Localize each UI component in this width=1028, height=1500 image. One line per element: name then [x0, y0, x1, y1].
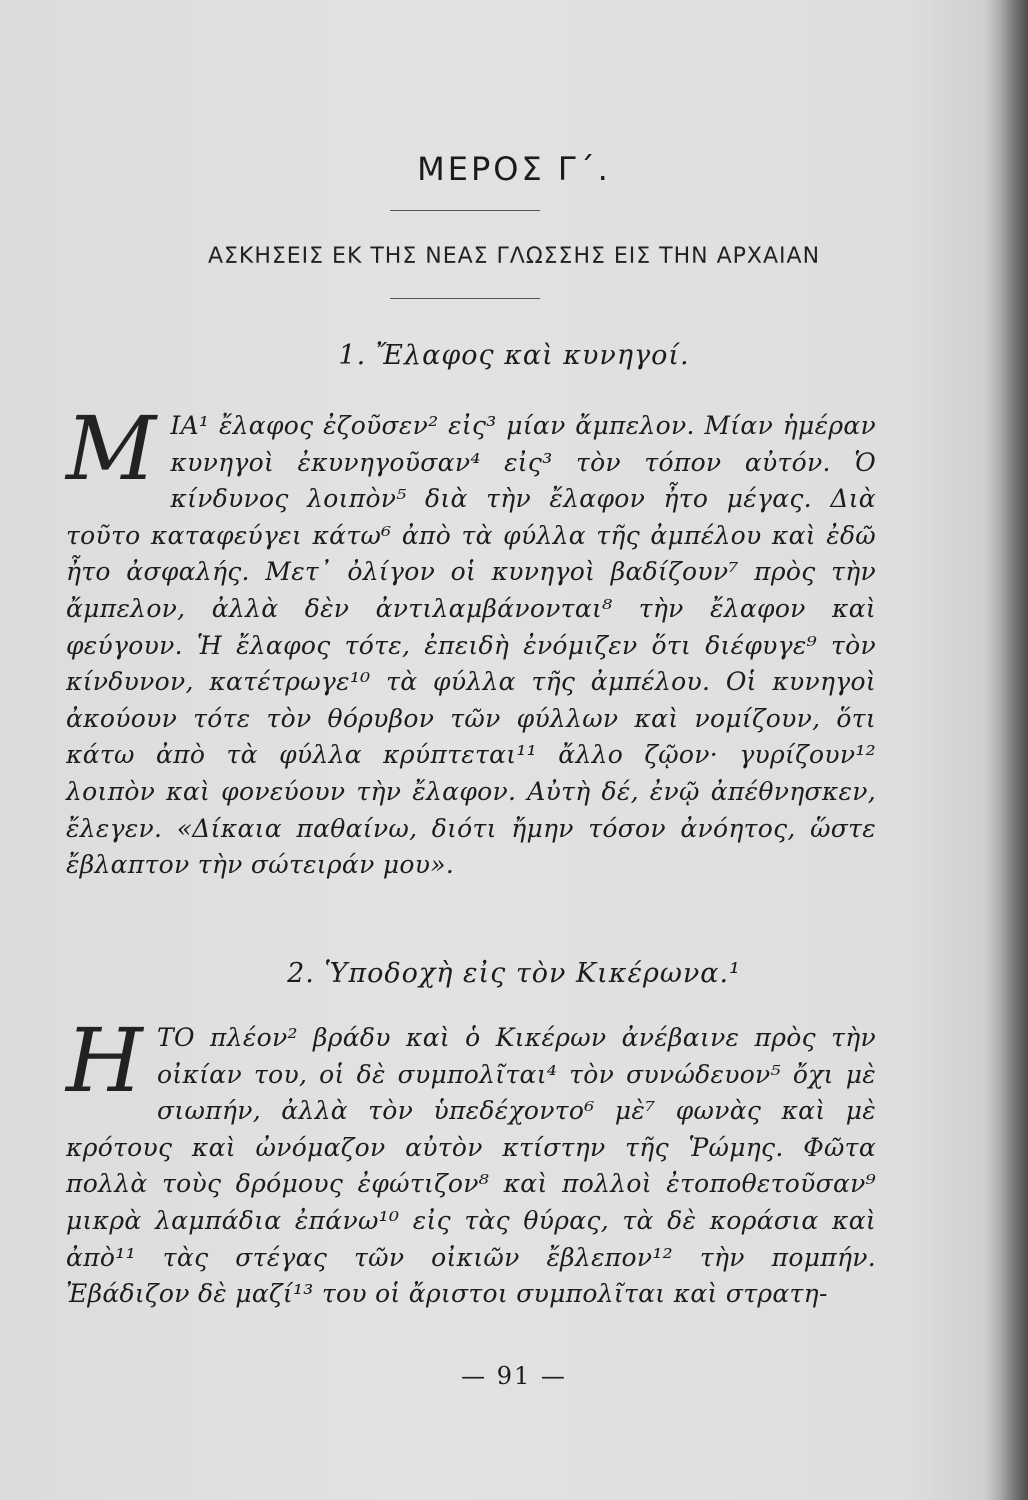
section-subtitle: ΑΣΚΗΣΕΙΣ ΕΚ ΤΗΣ ΝΕΑΣ ΓΛΩΣΣΗΣ ΕΙΣ ΤΗΝ ΑΡΧΑΙΑΝ	[207, 244, 821, 269]
drop-cap-letter: Η	[66, 1009, 144, 1112]
part-title: ΜΕΡΟΣ Γ΄.	[417, 150, 611, 188]
page-number: — 91 —	[461, 1362, 567, 1390]
exercise-1-body: ΙΑ¹ ἔλαφος ἐζοῦσεν² εἰς³ μίαν ἄμπελον. Μίαν ἡμέραν κυνηγοὶ ἐκυνηγοῦσαν⁴ εἰς³ τὸν τόπον αὐτόν. Ὁ κίνδυνος λοιπὸν⁵ διὰ τὴν ἔλαφον ἦτο μέγας. Διὰ τοῦτο καταφεύγει κάτω⁶ ἀπὸ τὰ φύλλα τῆς ἀμπέλου καὶ ἐδῶ ἦτο ἀσφαλής. Μετ᾽ ὀλίγον οἱ κυνηγοὶ βαδίζουν⁷ πρὸς τὴν ἄμπελον, ἀλλὰ δὲν ἀντιλαμβάνονται⁸ τὴν ἔλαφον καὶ φεύγουν. Ἡ ἔλαφος τότε, ἐπειδὴ ἐνόμιζεν ὅτι διέφυγε⁹ τὸν κίνδυνον, κατέτρωγε¹⁰ τὰ φύλλα τῆς ἀμπέλου. Οἱ κυνηγοὶ ἀκούουν τότε τὸν θόρυβον τῶν φύλλων καὶ νομίζουν, ὅτι κάτω ἀπὸ τὰ φύλλα κρύπτεται¹¹ ἄλλο ζῷον· γυρίζουν¹² λοιπὸν καὶ φονεύουν τὴν ἔλαφον. Αὐτὴ δέ, ἐνῷ ἀπέθνησκεν, ἔλεγεν. «Δίκαια παθαίνω, διότι ἤμην τόσον ἀνόητος, ὥστε ἔβλαπτον τὴν σώτειράν μου».	[66, 411, 876, 880]
exercise-1-heading: 1. Ἔλαφος καὶ κυνηγοί.	[338, 340, 690, 371]
divider-bottom	[390, 298, 540, 299]
divider-top	[390, 210, 540, 211]
exercise-2-heading: 2. Ὑποδοχὴ εἰς τὸν Κικέρωνα.¹	[287, 958, 741, 989]
drop-cap-letter: Μ	[66, 397, 157, 500]
exercise-2-text	[66, 1009, 876, 1313]
exercise-2-body: ΤΟ πλέον² βράδυ καὶ ὁ Κικέρων ἀνέβαινε πρὸς τὴν οἰκίαν του, οἱ δὲ συμπολῖται⁴ τὸν συνώδευον⁵ ὄχι μὲ σιωπήν, ἀλλὰ τὸν ὑπεδέχοντο⁶ μὲ⁷ φωνὰς καὶ μὲ κρότους καὶ ὠνόμαζον αὐτὸν κτίστην τῆς Ῥώμης. Φῶτα πολλὰ τοὺς δρόμους ἐφώτιζον⁸ καὶ πολλοὶ ἐτοποθετοῦσαν⁹ μικρὰ λαμπάδια ἐπάνω¹⁰ εἰς τὰς θύρας, τὰ δὲ κοράσια καὶ ἀπὸ¹¹ τὰς στέγας τῶν οἰκιῶν ἔβλεπον¹² τὴν πομπήν. Ἐβάδιζον δὲ μαζί¹³ του οἱ ἄριστοι συμπολῖται καὶ στρατη-	[66, 1023, 876, 1309]
page-edge-shadow	[982, 0, 1028, 1500]
exercise-1-text	[66, 397, 876, 884]
